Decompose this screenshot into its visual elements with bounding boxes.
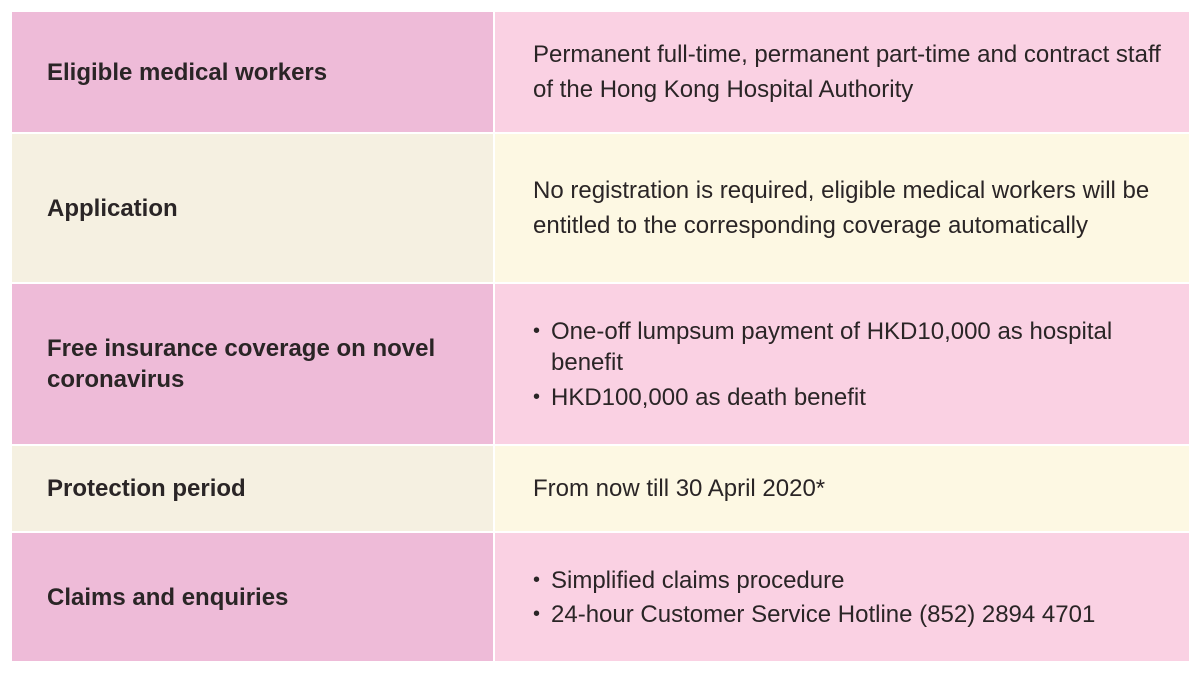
table-row-eligible-workers <box>12 12 1189 132</box>
row-value-text: No registration is required, eligible medical workers will be entitled to the corresponding coverage automatically <box>533 177 1150 239</box>
table-row-free-coverage <box>12 284 1189 444</box>
row-value-text: From now till 30 April 2020* <box>533 475 826 502</box>
row-value <box>495 533 1189 661</box>
list-item: • Simplified claims procedure <box>533 565 1165 596</box>
table-row-protection-period <box>12 446 1189 531</box>
list-item: • HKD100,000 as death benefit <box>533 382 1165 413</box>
table-row-claims <box>12 533 1189 661</box>
row-label: Protection period <box>12 446 493 531</box>
list-item: • One-off lumpsum payment of HKD10,000 as hospital benefit <box>533 316 1165 378</box>
list-item: • 24-hour Customer Service Hotline (852) 2894 4701 <box>533 599 1165 630</box>
row-value-text: Permanent full-time, permanent part-time and contract staff of the Hong Kong Hospital Authority <box>533 41 1161 103</box>
table-row-application <box>12 134 1189 282</box>
coverage-table <box>12 12 1189 661</box>
row-label: Eligible medical workers <box>12 12 493 132</box>
row-label: Free insurance coverage on novel coronavirus <box>12 284 493 444</box>
row-value <box>495 134 1189 282</box>
row-label: Claims and enquiries <box>12 533 493 661</box>
bullet-list <box>533 316 1165 413</box>
row-value <box>495 12 1189 132</box>
bullet-list <box>533 565 1165 630</box>
row-value <box>495 284 1189 444</box>
row-label: Application <box>12 134 493 282</box>
row-value <box>495 446 1189 531</box>
